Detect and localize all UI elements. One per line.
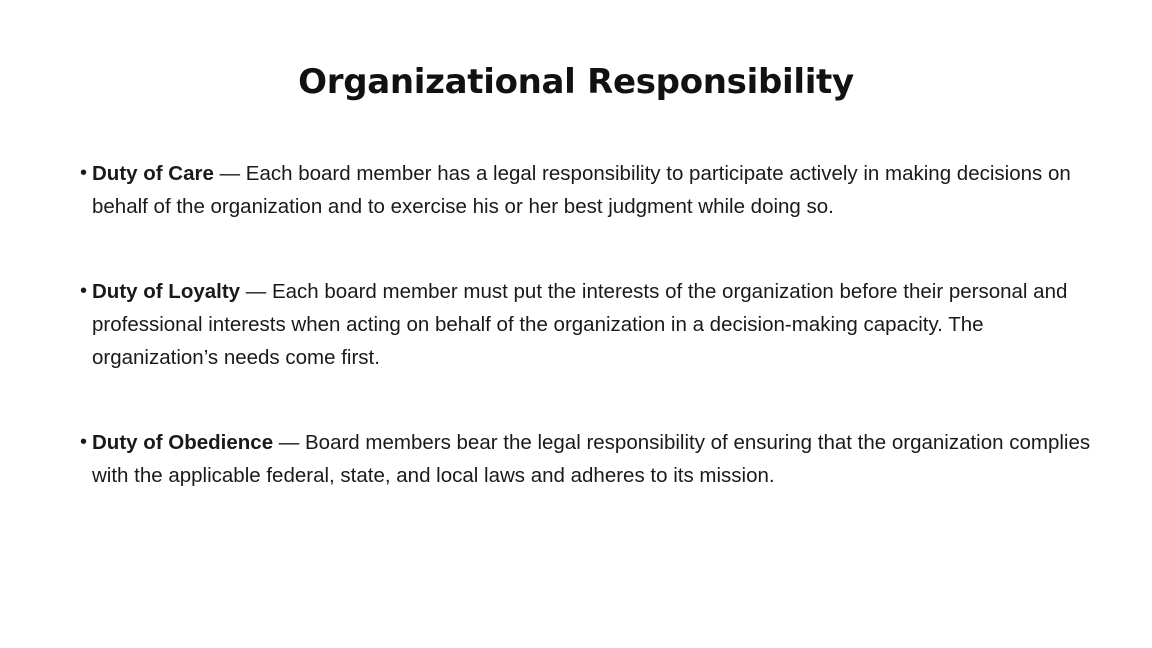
bullet-term: Duty of Loyalty bbox=[92, 280, 241, 303]
bullet-text: — Each board member must put the interests of the organization before their personal and professional interests when acting on behalf of the organization in a decision-making capacity. The organization’s needs come first. bbox=[92, 280, 1068, 369]
bullet-dot-icon: • bbox=[80, 162, 88, 184]
slide-title: Organizational Responsibility bbox=[298, 62, 854, 102]
bullet-text: — Board members bear the legal responsibility of ensuring that the organization complies with the applicable federal, state, and local laws and adheres to its mission. bbox=[92, 431, 1091, 487]
bullet-text: — Each board member has a legal responsibility to participate actively in making decisions on behalf of the organization and to exercise his or her best judgment while doing so. bbox=[92, 162, 1071, 218]
bullet-list bbox=[80, 157, 1100, 544]
bullet-dot-icon: • bbox=[80, 280, 88, 302]
bullet-dot-icon: • bbox=[80, 431, 88, 453]
bullet-duty-of-care bbox=[80, 157, 1100, 223]
bullet-term: Duty of Obedience bbox=[92, 431, 274, 454]
bullet-duty-of-loyalty bbox=[80, 275, 1100, 374]
bullet-duty-of-obedience bbox=[80, 426, 1100, 492]
bullet-term: Duty of Care bbox=[92, 162, 214, 185]
